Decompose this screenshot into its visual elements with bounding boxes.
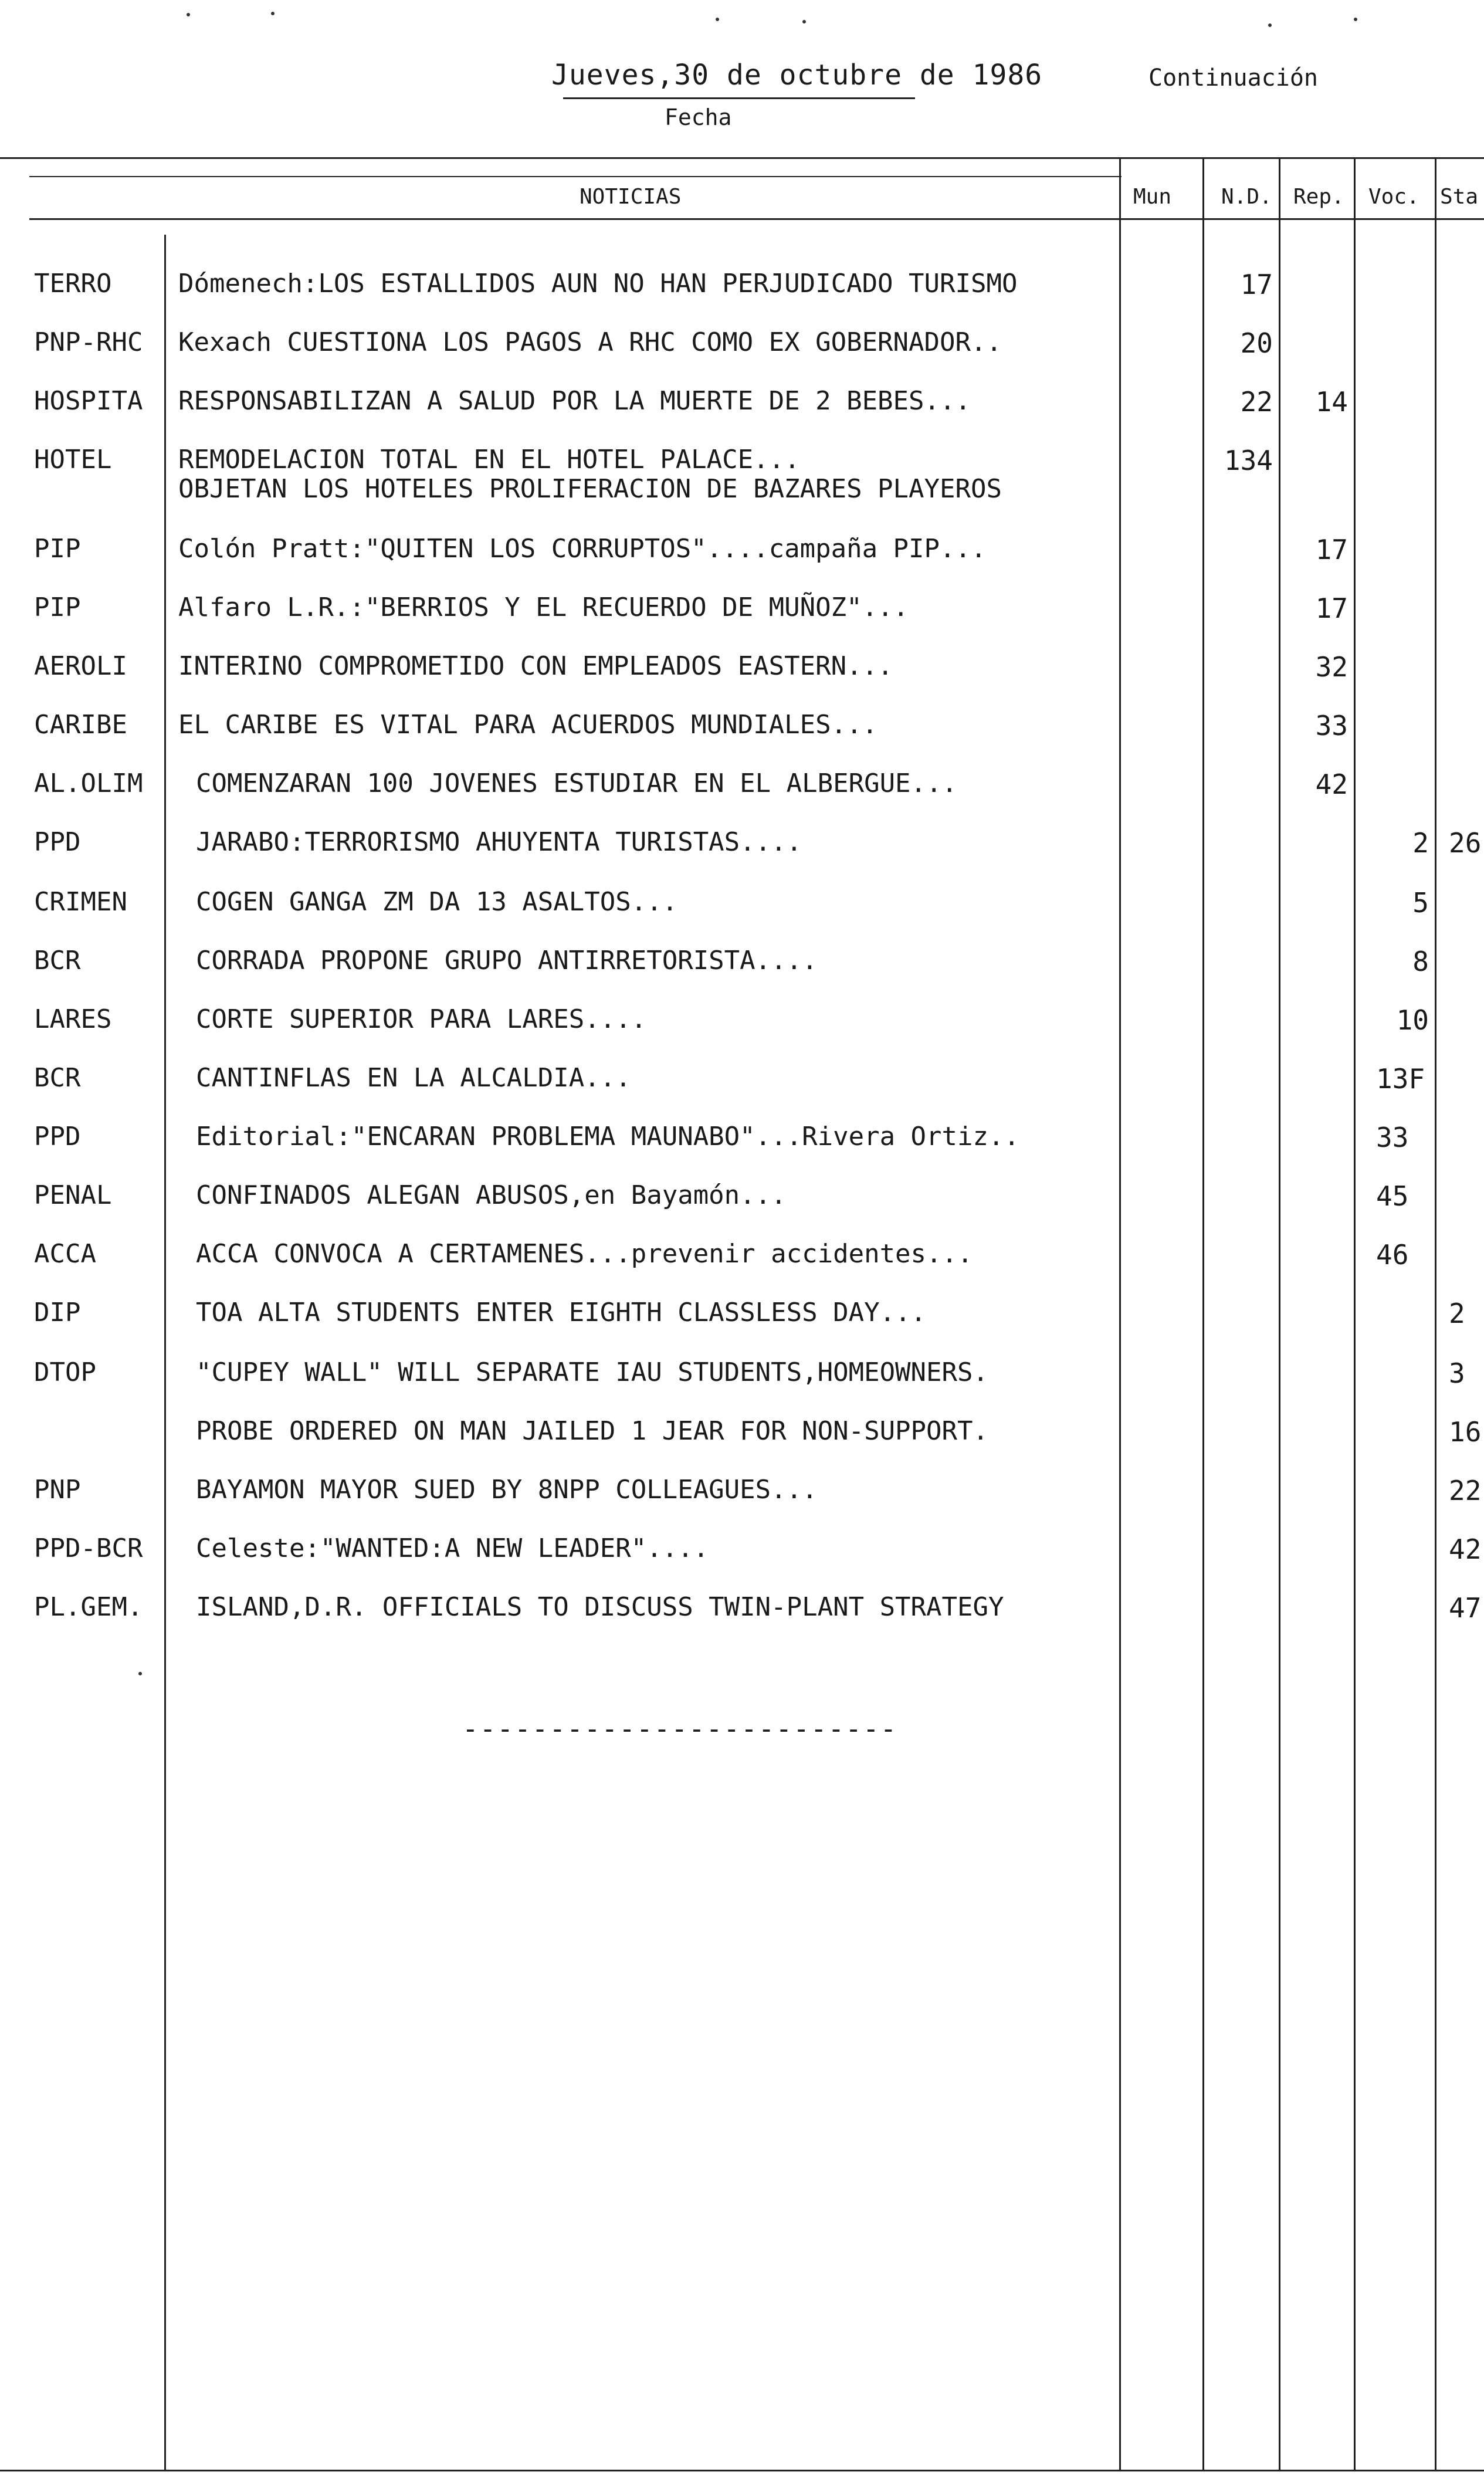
nd-column-divider: [1279, 157, 1280, 2470]
header-mun: Mun: [1133, 185, 1172, 209]
header-sta: Sta: [1440, 185, 1479, 209]
row-code: PNP: [34, 1475, 81, 1505]
mun-column-divider: [1202, 157, 1204, 2470]
row-code: TERRO: [34, 269, 112, 299]
scan-speck: [1354, 18, 1357, 21]
row-nd-page: 20: [1240, 327, 1273, 359]
row-code: PPD: [34, 827, 81, 857]
row-nd-page: 134: [1224, 445, 1273, 476]
row-headline: CONFINADOS ALEGAN ABUSOS,en Bayamón...: [196, 1180, 787, 1210]
row-rep-page: 33: [1315, 710, 1348, 741]
row-headline: Dómenech:LOS ESTALLIDOS AUN NO HAN PERJUDICADO TURISMO: [178, 269, 1018, 299]
end-dashes: -------------------------: [462, 1713, 898, 1745]
row-code: PPD: [34, 1122, 81, 1152]
row-headline: Celeste:"WANTED:A NEW LEADER"....: [196, 1533, 709, 1563]
row-headline: REMODELACION TOTAL EN EL HOTEL PALACE...: [178, 445, 800, 475]
row-sta-page: 42: [1449, 1533, 1482, 1565]
table-bottom-rule: [0, 2470, 1484, 2471]
row-voc-page: 5: [1412, 887, 1429, 919]
row-headline: Kexach CUESTIONA LOS PAGOS A RHC COMO EX GOBERNADOR..: [178, 327, 1002, 357]
table-header-top-rule: [29, 176, 1122, 177]
row-headline: CORTE SUPERIOR PARA LARES....: [196, 1004, 647, 1034]
row-headline: Editorial:"ENCARAN PROBLEMA MAUNABO"...Rivera Ortiz..: [196, 1122, 1019, 1152]
row-voc-page: 10: [1396, 1004, 1429, 1036]
noticias-column-divider: [1119, 157, 1121, 2470]
row-headline: PROBE ORDERED ON MAN JAILED 1 JEAR FOR NON-SUPPORT.: [196, 1416, 989, 1446]
row-headline: "CUPEY WALL" WILL SEPARATE IAU STUDENTS,HOMEOWNERS.: [196, 1357, 989, 1387]
date-caption: Fecha: [665, 104, 732, 130]
row-rep-page: 32: [1315, 651, 1348, 683]
row-headline: Alfaro L.R.:"BERRIOS Y EL RECUERDO DE MUÑOZ"...: [178, 592, 909, 622]
row-headline: BAYAMON MAYOR SUED BY 8NPP COLLEAGUES...: [196, 1475, 818, 1505]
row-code: PIP: [34, 534, 81, 564]
row-code: CRIMEN: [34, 887, 127, 917]
row-rep-page: 17: [1315, 592, 1348, 624]
row-headline: JARABO:TERRORISMO AHUYENTA TURISTAS....: [196, 827, 802, 857]
row-code: CARIBE: [34, 710, 127, 740]
row-headline: INTERINO COMPROMETIDO CON EMPLEADOS EASTERN...: [178, 651, 893, 681]
row-code: HOSPITA: [34, 386, 143, 416]
row-headline: ISLAND,D.R. OFFICIALS TO DISCUSS TWIN-PLANT STRATEGY: [196, 1592, 1004, 1622]
row-voc-page: 8: [1412, 946, 1429, 977]
row-sta-page: 3: [1449, 1357, 1465, 1389]
row-headline: CANTINFLAS EN LA ALCALDIA...: [196, 1063, 631, 1093]
row-rep-page: 17: [1315, 534, 1348, 566]
continuation-label: Continuación: [1148, 65, 1318, 92]
row-voc-page: 2: [1412, 827, 1429, 859]
row-headline: EL CARIBE ES VITAL PARA ACUERDOS MUNDIALES...: [178, 710, 878, 740]
row-code: HOTEL: [34, 445, 112, 475]
date-underline: [563, 97, 915, 99]
row-sta-page: 16: [1449, 1416, 1482, 1448]
row-headline: COGEN GANGA ZM DA 13 ASALTOS...: [196, 887, 678, 917]
row-code: PIP: [34, 592, 81, 622]
row-rep-page: 14: [1315, 386, 1348, 418]
row-headline: TOA ALTA STUDENTS ENTER EIGHTH CLASSLESS DAY...: [196, 1298, 927, 1328]
header-nd: N.D.: [1221, 185, 1272, 209]
rep-column-divider: [1354, 157, 1356, 2470]
scan-speck: [271, 12, 275, 15]
scan-speck: [1268, 23, 1272, 27]
row-code: AL.OLIM: [34, 768, 143, 798]
row-code: LARES: [34, 1004, 112, 1034]
row-headline: Colón Pratt:"QUITEN LOS CORRUPTOS"....campaña PIP...: [178, 534, 987, 564]
header-noticias: NOTICIAS: [580, 185, 682, 209]
row-voc-page: 13F: [1376, 1063, 1425, 1095]
row-code: DIP: [34, 1298, 81, 1328]
row-code: ACCA: [34, 1239, 96, 1269]
row-voc-page: 33: [1376, 1122, 1409, 1153]
row-voc-page: 45: [1376, 1180, 1409, 1212]
row-code: PENAL: [34, 1180, 112, 1210]
row-code: PNP-RHC: [34, 327, 143, 357]
header-rep: Rep.: [1293, 185, 1344, 209]
scan-speck: [138, 1672, 142, 1675]
row-code: BCR: [34, 1063, 81, 1093]
row-code: BCR: [34, 946, 81, 976]
row-voc-page: 46: [1376, 1239, 1409, 1271]
row-sta-page: 26: [1449, 827, 1482, 859]
voc-column-divider: [1435, 157, 1436, 2470]
scan-speck: [187, 13, 190, 16]
scan-speck: [802, 20, 806, 23]
row-sta-page: 22: [1449, 1475, 1482, 1506]
table-top-rule: [0, 157, 1484, 159]
header-voc: Voc.: [1368, 185, 1419, 209]
row-code: AEROLI: [34, 651, 127, 681]
row-headline: COMENZARAN 100 JOVENES ESTUDIAR EN EL ALBERGUE...: [196, 768, 958, 798]
row-headline: OBJETAN LOS HOTELES PROLIFERACION DE BAZARES PLAYEROS: [178, 474, 1002, 504]
row-code: PPD-BCR: [34, 1533, 143, 1563]
document-date: Jueves,30 de octubre de 1986: [551, 59, 1043, 92]
code-column-divider: [164, 235, 166, 2470]
row-headline: ACCA CONVOCA A CERTAMENES...prevenir accidentes...: [196, 1239, 973, 1269]
table-header-rule: [29, 218, 1484, 220]
row-nd-page: 17: [1240, 269, 1273, 300]
row-headline: RESPONSABILIZAN A SALUD POR LA MUERTE DE 2 BEBES...: [178, 386, 971, 416]
row-rep-page: 42: [1315, 768, 1348, 800]
row-code: PL.GEM.: [34, 1592, 143, 1622]
row-sta-page: 2: [1449, 1298, 1465, 1329]
row-nd-page: 22: [1240, 386, 1273, 418]
row-sta-page: 47: [1449, 1592, 1482, 1624]
row-headline: CORRADA PROPONE GRUPO ANTIRRETORISTA....: [196, 946, 818, 976]
row-code: DTOP: [34, 1357, 96, 1387]
scan-speck: [716, 18, 719, 21]
